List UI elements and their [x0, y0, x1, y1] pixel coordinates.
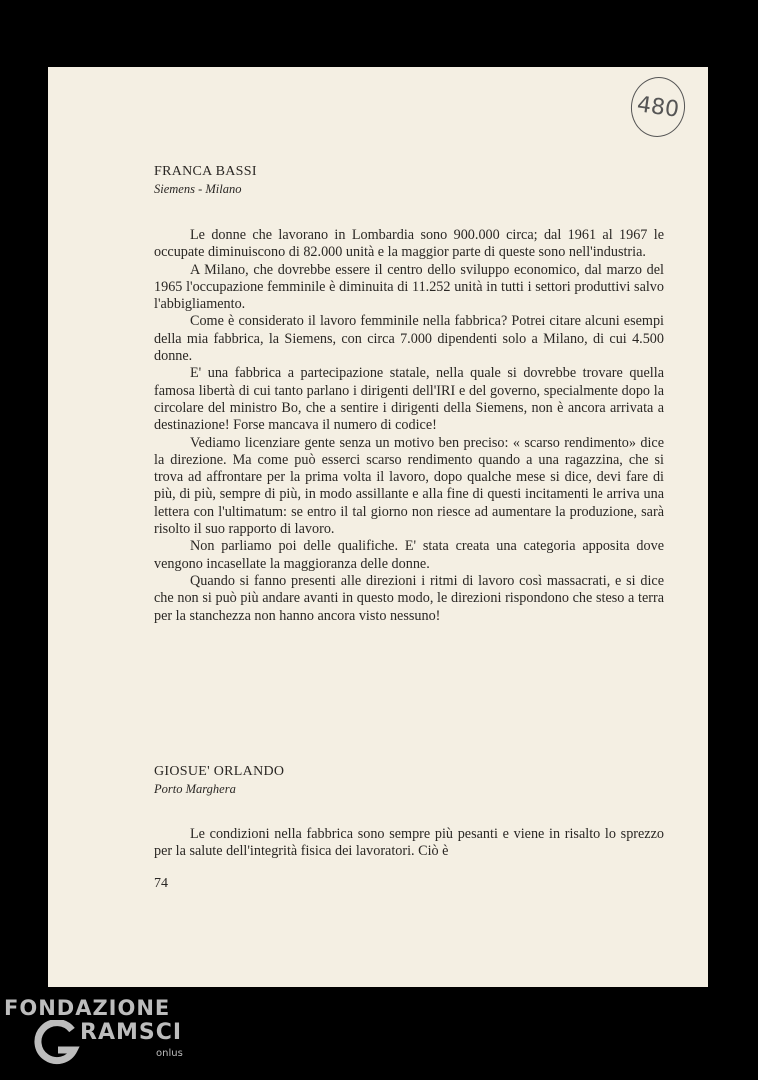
paragraph: Le condizioni nella fabbrica sono sempre più pesanti e viene in risalto lo sprezzo per la salute dell'integrità fisica dei lavoratori. Ciò è: [154, 826, 664, 860]
paragraph: Vediamo licenziare gente senza un motivo ben preciso: « scarso rendimento» dice la direzione. Ma come può esserci scarso rendimento quando a una ragazzina, che si trova ad affrontare per la prima volta il lavoro, dopo qualche mese si dice, devi fare di più, di più, sempre di più, in modo assillante e alla fine di questi incitamenti le arriva una lettera con l'ultimatum: se entro il tal giorno non riesce ad aumentare la produzione, sarà risolto il suo rapporto di lavoro.: [154, 434, 664, 538]
paragraph: Quando si fanno presenti alle direzioni i ritmi di lavoro così massacrati, e si dice che non si può più andare avanti in questo modo, le direzioni rispondono che steso a terra per la stanchezza non hanno ancora visto nessuno!: [154, 572, 664, 624]
paragraph: Non parliamo poi delle qualifiche. E' stata creata una categoria apposita dove vengono incasellate la maggioranza delle donne.: [154, 538, 664, 572]
speaker-place-2: Porto Marghera: [154, 782, 236, 796]
fondazione-gramsci-logo: [4, 996, 183, 1059]
page-number: 74: [154, 876, 168, 891]
speaker-name-2: GIOSUE' ORLANDO: [154, 764, 285, 779]
paragraph: A Milano, che dovrebbe essere il centro dello sviluppo economico, dal marzo del 1965 l'occupazione femminile è diminuita di 11.252 unità in tutti i settori produttivi salvo l'abbigliamento.: [154, 261, 664, 313]
section1-body: [154, 227, 664, 625]
speaker-place-1: Siemens - Milano: [154, 182, 242, 196]
logo-line-3: onlus: [156, 1048, 183, 1059]
logo-line-1: FONDAZIONE: [4, 996, 171, 1020]
paragraph: Come è considerato il lavoro femminile nella fabbrica? Potrei citare alcuni esempi della mia fabbrica, la Siemens, con circa 7.000 dipendenti solo a Milano, di cui 4.500 donne.: [154, 313, 664, 365]
paragraph: E' una fabbrica a partecipazione statale, nella quale si dovrebbe trovare quella famosa libertà di cui tanto parlano i dirigenti dell'IRI e del governo, specialmente dopo la circolare del ministro Bo, che a sentire i dirigenti della Siemens, non è ancora arrivata a destinazione! Forse mancava il numero di codice!: [154, 365, 664, 434]
paragraph: Le donne che lavorano in Lombardia sono 900.000 circa; dal 1961 al 1967 le occupate diminuiscono di 82.000 unità e la maggior parte di queste sono nell'industria.: [154, 227, 664, 261]
logo-line-2: RAMSCI: [80, 1020, 183, 1045]
speaker-name-1: FRANCA BASSI: [154, 164, 257, 179]
logo-g-icon: [32, 1020, 80, 1068]
handwritten-annotation: 480: [627, 74, 689, 141]
document-page: [48, 67, 708, 987]
section2-body: [154, 826, 664, 861]
